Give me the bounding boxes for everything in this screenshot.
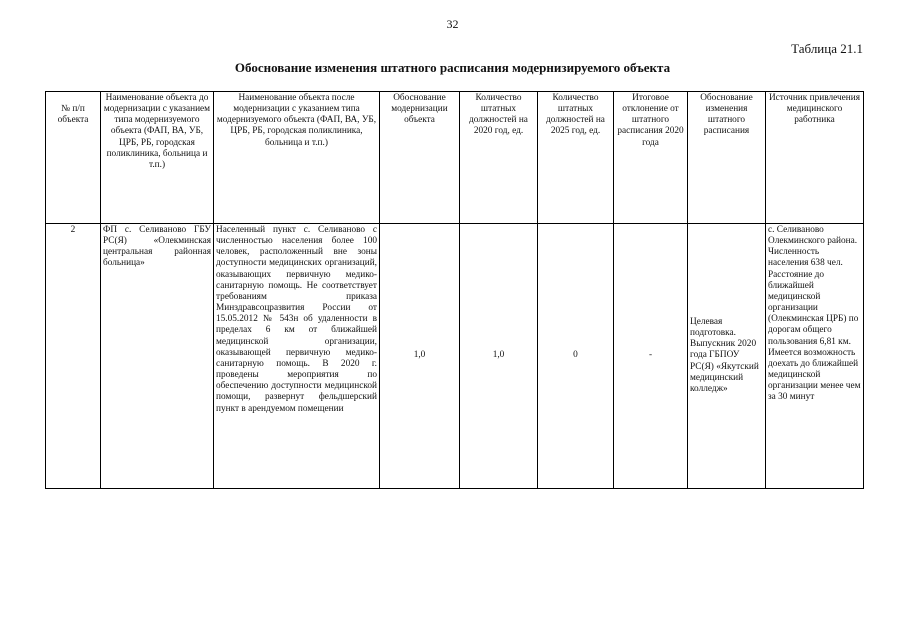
header-cell: Итоговое отклонение от штатного расписания 2020 года (614, 92, 688, 224)
staff-2025-cell: 1,0 (460, 224, 538, 489)
header-cell: Обоснование изменения штатного расписания (688, 92, 766, 224)
deviation-cell: 0 (538, 224, 614, 489)
worker-source-cell: с. Селиваново Олекминского района. Численность населения 638 чел. Расстояние до ближайшей медицинской организации (Олекминская ЦРБ) по дорогам общего пользования 6,81 км. Имеется возможность доехать до ближайшей медицинской организации менее чем за 30 минут (766, 224, 864, 489)
table-header-row (46, 92, 864, 224)
header-cell: Источник привлечения медицинского работника (766, 92, 864, 224)
page-number: 32 (446, 17, 459, 31)
header-cell: Обоснование модернизации объекта (380, 92, 460, 224)
table-reference: Таблица 21.1 (791, 41, 863, 56)
object-before-name: ФП с. Селиваново ГБУ РС(Я) «Олекминская центральная районная больница» (101, 224, 214, 489)
object-after-description: Населенный пункт с. Селиваново с численностью населения более 100 человек, расположенный вне зоны доступности медицинских организаций, оказывающих первичную медико-санитарную помощь. Не соответствует требованиям приказа Минздравсоцразвития России от 15.05.2012 № 543н об удаленности в пределах 6 км от ближайшей медицинской организации, оказывающей первичную медико-санитарную помощь. В 2020 г. проведены мероприятия по обеспечению доступности медицинской помощи, развернут фельдшерский пункт в арендуемом помещении (214, 224, 380, 489)
justification-cell: Целевая подготовка. Выпускник 2020 года ГБПОУ РС(Я) «Якутский медицинский колледж» (688, 224, 766, 489)
header-cell: Наименование объекта до модернизации с указанием типа модернизуемого объекта (ФАП, ВА, УБ, ЦРБ, РБ, городская поликлиника, больница и т.п.) (101, 92, 214, 224)
change-basis-cell: - (614, 224, 688, 489)
header-cell: № п/п объекта (46, 92, 101, 224)
header-cell: Количество штатных должностей на 2020 год, ед. (460, 92, 538, 224)
staff-2020-cell: 1,0 (380, 224, 460, 489)
document-title: Обоснование изменения штатного расписания модернизируемого объекта (234, 60, 671, 75)
staffing-table (45, 91, 864, 489)
header-cell: Количество штатных должностей на 2025 год, ед. (538, 92, 614, 224)
table-row (46, 224, 864, 489)
object-number: 2 (46, 224, 101, 489)
header-cell: Наименование объекта после модернизации с указанием типа модернизуемого объекта (ФАП, ВА, УБ, ЦРБ, РБ, городская поликлиника, больница и т.п.) (214, 92, 380, 224)
